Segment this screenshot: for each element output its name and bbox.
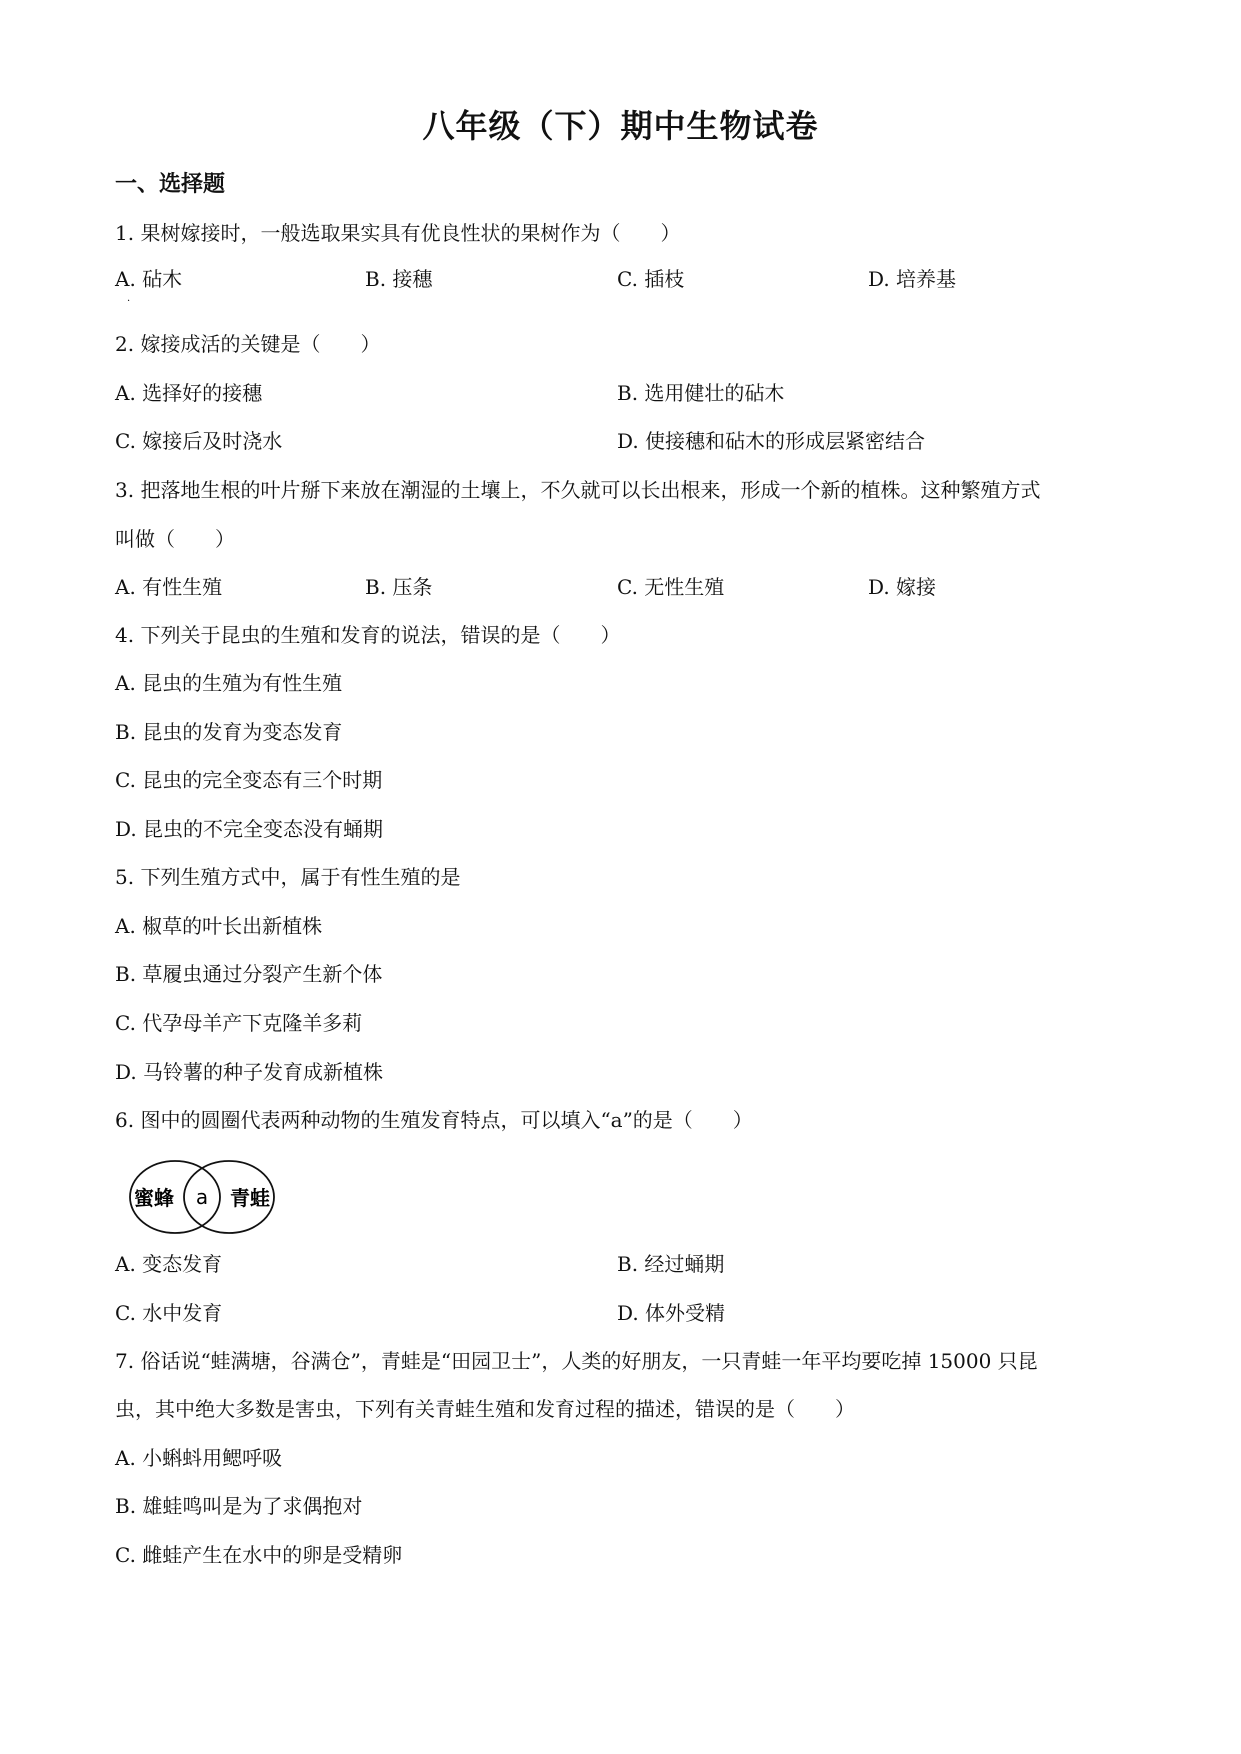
question-1-option-c[interactable]: C. 插枝 [617, 267, 685, 291]
question-7-option-a[interactable]: A. 小蝌蚪用鳃呼吸 [115, 1446, 283, 1470]
question-3-option-c[interactable]: C. 无性生殖 [617, 575, 725, 599]
question-7-option-b[interactable]: B. 雄蛙鸣叫是为了求偶抱对 [115, 1494, 363, 1518]
question-6-option-a[interactable]: A. 变态发育 [115, 1252, 223, 1276]
stray-mark: · [127, 296, 131, 307]
question-5-option-a[interactable]: A. 椒草的叶长出新植株 [115, 914, 323, 938]
question-2-option-c[interactable]: C. 嫁接后及时浇水 [115, 429, 283, 453]
question-3-stem-line-2: 叫做（ ） [115, 527, 235, 551]
question-6-stem: 6. 图中的圆圈代表两种动物的生殖发育特点，可以填入“a”的是（ ） [115, 1108, 753, 1132]
question-4-option-c[interactable]: C. 昆虫的完全变态有三个时期 [115, 768, 383, 792]
question-3-option-a[interactable]: A. 有性生殖 [115, 575, 223, 599]
venn-right-label: 青蛙 [230, 1186, 270, 1210]
question-4-option-d[interactable]: D. 昆虫的不完全变态没有蛹期 [115, 817, 384, 841]
venn-center-label: a [195, 1185, 209, 1209]
question-4-option-a[interactable]: A. 昆虫的生殖为有性生殖 [115, 671, 343, 695]
question-7-option-c[interactable]: C. 雌蛙产生在水中的卵是受精卵 [115, 1543, 403, 1567]
page-title: 八年级（下）期中生物试卷 [422, 107, 819, 145]
question-6-option-d[interactable]: D. 体外受精 [617, 1301, 726, 1325]
venn-left-label: 蜜蜂 [134, 1186, 174, 1210]
venn-diagram [128, 1157, 276, 1237]
question-3-option-d[interactable]: D. 嫁接 [868, 575, 937, 599]
question-5-option-d[interactable]: D. 马铃薯的种子发育成新植株 [115, 1060, 384, 1084]
question-6-option-c[interactable]: C. 水中发育 [115, 1301, 223, 1325]
question-1-option-b[interactable]: B. 接穗 [365, 267, 433, 291]
question-6-option-b[interactable]: B. 经过蛹期 [617, 1252, 725, 1276]
question-3-option-b[interactable]: B. 压条 [365, 575, 433, 599]
question-1-stem: 1. 果树嫁接时，一般选取果实具有优良性状的果树作为（ ） [115, 221, 681, 245]
question-2-option-b[interactable]: B. 选用健壮的砧木 [617, 381, 785, 405]
question-5-option-b[interactable]: B. 草履虫通过分裂产生新个体 [115, 962, 383, 986]
question-7-stem-line-2: 虫，其中绝大多数是害虫，下列有关青蛙生殖和发育过程的描述，错误的是（ ） [115, 1397, 855, 1421]
question-5-option-c[interactable]: C. 代孕母羊产下克隆羊多莉 [115, 1011, 363, 1035]
question-7-stem-line-1: 7. 俗话说“蛙满塘，谷满仓”，青蛙是“田园卫士”，人类的好朋友，一只青蛙一年平均要吃掉 15000 只昆 [115, 1349, 1038, 1373]
question-4-stem: 4. 下列关于昆虫的生殖和发育的说法，错误的是（ ） [115, 623, 621, 647]
question-2-stem: 2. 嫁接成活的关键是（ ） [115, 332, 381, 356]
section-heading: 一、选择题 [115, 171, 226, 197]
question-2-option-a[interactable]: A. 选择好的接穗 [115, 381, 263, 405]
question-3-stem-line-1: 3. 把落地生根的叶片掰下来放在潮湿的土壤上，不久就可以长出根来，形成一个新的植株。这种繁殖方式 [115, 478, 1041, 502]
question-1-option-d[interactable]: D. 培养基 [868, 267, 957, 291]
question-2-option-d[interactable]: D. 使接穗和砧木的形成层紧密结合 [617, 429, 926, 453]
question-4-option-b[interactable]: B. 昆虫的发育为变态发育 [115, 720, 343, 744]
question-5-stem: 5. 下列生殖方式中，属于有性生殖的是 [115, 865, 461, 889]
question-1-option-a[interactable]: A. 砧木 [115, 267, 183, 291]
